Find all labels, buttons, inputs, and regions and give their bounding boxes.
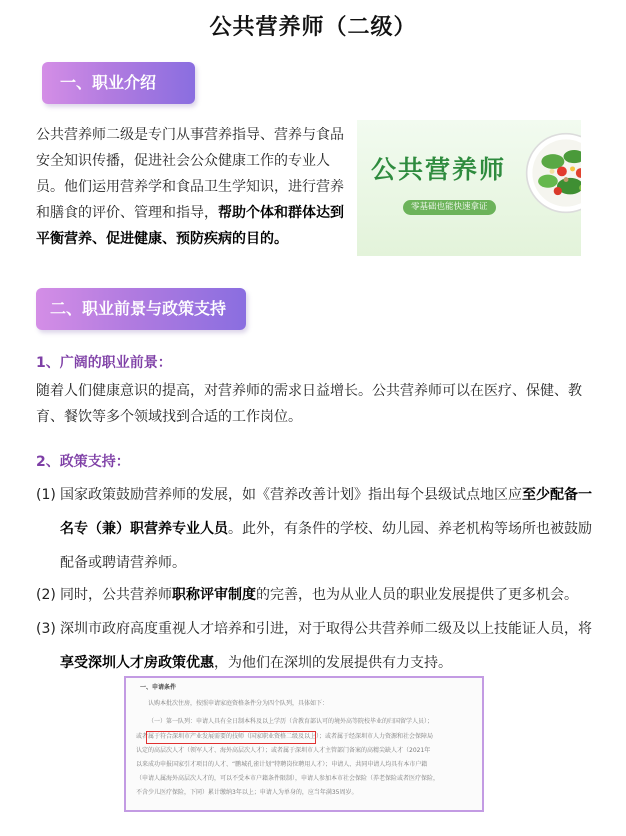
policy-document-excerpt — [124, 676, 484, 812]
policy-item-text: ，为他们在深圳的发展提供有力支持。 — [214, 655, 452, 671]
banner-title: 公共营养师 — [371, 155, 507, 184]
policy-item-bold: 享受深圳人才房政策优惠 — [60, 655, 214, 671]
intro-paragraph — [36, 122, 354, 252]
policy-item-text: 同时，公共营养师 — [60, 587, 172, 603]
subheading-career-prospects: 1、广阔的职业前景： — [36, 355, 172, 371]
page-title: 公共营养师（二级） — [209, 15, 417, 40]
policy-item-number: (1) — [36, 487, 56, 503]
policy-item-text: 深圳市政府高度重视人才培养和引进，对于取得公共营养师二级及以上技能证人员，将 — [60, 621, 592, 637]
section-heading-prospects: 二、职业前景与政策支持 — [36, 288, 246, 330]
doc-line: （一）第一队列：申请人具有全日制本科及以上学历（含教育部认可的境外高等院校毕业的归国留学人员）； — [148, 718, 434, 725]
doc-line: 一、申请条件 — [140, 684, 177, 691]
intro-text: 公共营养师二级是专门从事营养指导、营养与食品安全知识传播，促进社会公众健康工作的专业人员。他们运用营养学和食品卫生学知识，进行营养和膳食的评价、管理和指导， — [36, 127, 344, 221]
policy-item-number: (2) — [36, 587, 56, 603]
policy-item-1 — [36, 478, 601, 580]
doc-line: 不含少儿医疗保险，下同）累计缴纳3年以上；申请人为单身的，应当年满35周岁。 — [136, 789, 358, 796]
policy-item-text: 国家政策鼓励营养师的发展，如《营养改善计划》指出每个县级试点地区应 — [60, 487, 522, 503]
salad-bowl-icon — [525, 132, 581, 214]
section-heading-intro: 一、职业介绍 — [42, 62, 195, 104]
nutritionist-banner — [357, 120, 581, 256]
doc-line: 以来成功申报国家引才项目的人才、“鹏城孔雀计划”特聘岗位聘用人才）；申请人、共同申请人均具有本市户籍 — [136, 761, 428, 768]
doc-line: 认购本批次住房，按照申请家庭资格条件分为四个队列，具体如下： — [148, 700, 329, 707]
intro-bold-text: 帮助个体和群体达到平衡营养、促进健康、预防疾病的目的。 — [36, 205, 344, 247]
policy-item-text: 。此外，有条件的学校、幼儿园、养老机构等场所也被鼓励配备或聘请营养师。 — [60, 521, 592, 571]
policy-item-number: (3) — [36, 621, 56, 637]
doc-line: （申请人属海外高层次人才的，可以不受本市户籍条件限制），申请人参加本市社会保险（养老保险或者医疗保险， — [136, 775, 440, 782]
doc-highlight-box — [146, 731, 316, 744]
subheading-policy-support: 2、政策支持： — [36, 454, 130, 470]
policy-item-bold: 至少配备一名专（兼）职营养专业人员 — [60, 487, 592, 537]
banner-pill: 零基础也能快速拿证 — [403, 200, 496, 215]
policy-item-3 — [36, 612, 601, 680]
policy-item-2 — [36, 578, 601, 612]
doc-line: 或者属于符合深圳市产业发展需要的技师（国家职业资格二级及以上）；或者属于经深圳市人力资源和社会保障局 — [136, 733, 434, 740]
prospects-paragraph: 随着人们健康意识的提高，对营养师的需求日益增长。公共营养师可以在医疗、保健、教育、餐饮等多个领域找到合适的工作岗位。 — [36, 383, 582, 425]
policy-item-text: 的完善，也为从业人员的职业发展提供了更多机会。 — [256, 587, 578, 603]
policy-item-bold: 职称评审制度 — [172, 587, 256, 603]
doc-line: 认定的高层次人才（领军人才、海外高层次人才）；或者属于深圳市人才主管部门备案的高精尖缺人才（2021年 — [136, 747, 431, 754]
